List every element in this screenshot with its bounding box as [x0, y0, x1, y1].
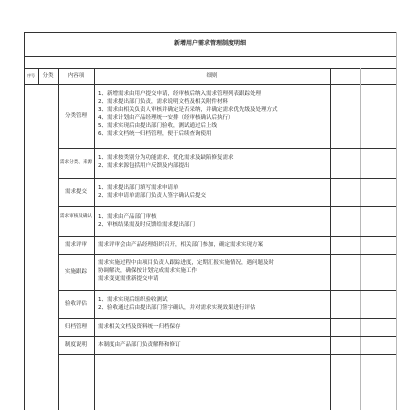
header-col-b: 分类	[42, 73, 54, 79]
row-8-line-1: 需求相关文档及资料统一归档保存	[98, 324, 181, 330]
row-3-line-1: 1、需求提出部门填写需求申请单	[98, 185, 179, 191]
row-8-name: 归档管理	[64, 324, 87, 330]
row-1-line-5: 5、需求实现后由提出部门验收，测试通过后上线	[98, 123, 218, 129]
row-3-line-2: 2、需求申请单需部门负责人签字确认后提交	[98, 193, 207, 199]
row-6-line-3: 需求变更需重新提交申请	[98, 276, 159, 282]
row-9-details	[98, 341, 328, 349]
document-title: 新增用户需求管理制度明细	[173, 40, 246, 47]
row-7-line-1: 1、需求实现后组织验收测试	[98, 297, 168, 303]
row-4-line-2: 2、审核结果需及时反馈给需求提出部门	[98, 222, 196, 228]
frame-right	[396, 32, 397, 410]
row-sep-3	[58, 206, 396, 207]
row-1-name: 分类管理	[64, 113, 87, 119]
row-4-name: 需求审核及确认	[59, 214, 93, 219]
row-2-line-2: 2、需求来源包括用户反馈及内部提出	[98, 163, 190, 169]
row-7-line-2: 2、验收通过后由提出部门签字确认，并对需求实现效果进行评估	[98, 305, 256, 311]
row-6-details	[98, 259, 328, 283]
row-sep-6	[58, 290, 396, 291]
row-1-line-6: 6、需求文档统一归档管理，便于后续查询使用	[98, 131, 212, 137]
row-5-line-1: 需求评审会由产品经理组织召开，相关部门参加，确定需求实现方案	[98, 242, 264, 248]
row-sep-7	[58, 318, 396, 319]
row-1-line-2: 2、需求提出部门负责，需求说明文档及相关附件材料	[98, 99, 229, 105]
row-1-details	[98, 90, 328, 138]
row-3-details	[98, 184, 328, 200]
row-sep-1	[58, 148, 396, 149]
row-6-name: 实施跟踪	[64, 269, 87, 275]
frame-top	[24, 32, 396, 33]
row-4-line-1: 1、需求由产品部门审核	[98, 214, 157, 220]
row-sep-9	[58, 354, 396, 355]
header-col-a: 序号	[27, 73, 35, 78]
title-bottom-rule	[24, 56, 396, 57]
col-line-e	[360, 68, 361, 410]
header-col-d: 细则	[206, 73, 218, 79]
row-6-line-2: 协调解决，确保按计划完成需求实施工作	[98, 268, 198, 274]
row-9-name: 制度说明	[64, 342, 87, 348]
col-line-c	[94, 68, 95, 410]
row-7-details	[98, 296, 328, 312]
row-2-line-1: 1、需求按类别分为功能需求、优化需求及缺陷修复需求	[98, 155, 234, 161]
col-line-d	[330, 68, 331, 410]
row-3-name: 需求提交	[64, 189, 87, 195]
row-9-line-1: 本制度由产品部门负责解释和修订	[98, 342, 181, 348]
header-top-rule	[24, 68, 396, 69]
row-5-name: 需求评审	[64, 242, 87, 248]
row-5-details	[98, 241, 328, 249]
row-sep-5	[58, 254, 396, 255]
row-1-line-3: 3、需求由相关负责人审核并确定是否采纳，并确定需求优先级及处理方式	[98, 107, 278, 113]
row-4-details	[98, 213, 328, 229]
row-sep-2	[58, 178, 396, 179]
frame-left	[24, 32, 25, 410]
row-2-details	[98, 154, 328, 170]
row-8-details	[98, 323, 328, 331]
row-sep-4	[58, 236, 396, 237]
row-6-line-1: 需求实施过程中由项目负责人跟踪进度，定期汇报实施情况，遇问题及时	[98, 260, 275, 266]
row-1-line-4: 4、需求计划由产品经理统一安排（经审核确认后执行）	[98, 115, 234, 121]
row-7-name: 验收评估	[64, 301, 87, 307]
header-col-c: 内容项	[67, 73, 85, 79]
row-1-line-1: 1、新增需求由用户提交申请，经审核后纳入需求管理列表跟踪处理	[98, 91, 262, 97]
header-bottom-rule	[24, 84, 396, 85]
row-2-name: 需求分类、来源	[59, 160, 93, 165]
row-sep-8	[58, 336, 396, 337]
